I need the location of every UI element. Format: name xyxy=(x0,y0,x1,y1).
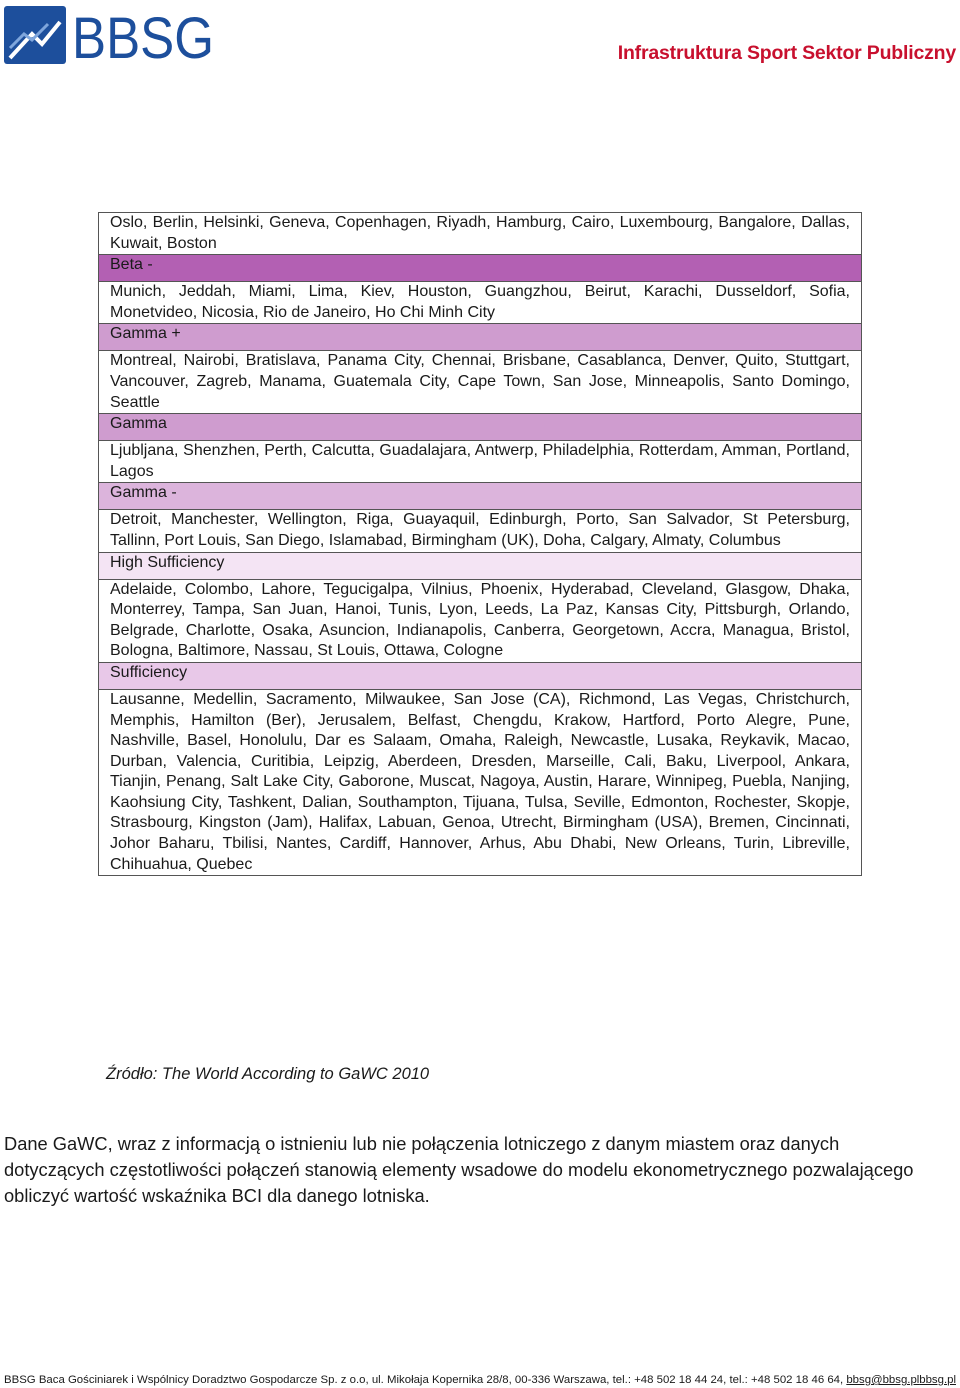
cities-list: Montreal, Nairobi, Bratislava, Panama City, Chennai, Brisbane, Casablanca, Denver, Quito, Stuttgart, Vancouver, Zagreb, Manama, Guatemala City, Cape Town, San Jose, Minneapolis, Santo Domingo, Seattle xyxy=(99,351,862,414)
cities-row xyxy=(99,282,862,324)
cities-row xyxy=(99,351,862,414)
cities-list: Munich, Jeddah, Miami, Lima, Kiev, Houston, Guangzhou, Beirut, Karachi, Dusseldorf, Sofia, Monetvideo, Nicosia, Rio de Janeiro, Ho Chi Minh City xyxy=(99,282,862,324)
logo-mark-icon xyxy=(4,6,66,64)
footer-company: BBSG Baca Gościniarek i Wspólnicy Doradztwo Gospodarcze Sp. z o.o, ul. Mikołaja Kopernika 28/8, 00-336 Warszawa, tel.: +48 502 18 44 24, tel.: +48 502 18 46 64, xyxy=(4,1374,847,1386)
cities-row xyxy=(99,689,862,875)
header-tagline: Infrastruktura Sport Sektor Publiczny xyxy=(617,42,956,64)
category-label: Gamma - xyxy=(99,483,862,510)
category-row xyxy=(99,255,862,282)
category-row xyxy=(99,324,862,351)
category-label: Beta - xyxy=(99,255,862,282)
body-paragraph: Dane GaWC, wraz z informacją o istnieniu lub nie połączenia lotniczego z danym miastem oraz danych dotyczących częstotliwości połączeń stanowią elementy wsadowe do modelu ekonometrycznego pozwalającego obliczyć wartość wskaźnika BCI dla danego lotniska. xyxy=(4,1133,914,1206)
bbsg-logo xyxy=(2,4,217,71)
cities-row xyxy=(99,579,862,662)
cities-list: Oslo, Berlin, Helsinki, Geneva, Copenhagen, Riyadh, Hamburg, Cairo, Luxembourg, Bangalore, Dallas, Kuwait, Boston xyxy=(99,213,862,255)
cities-list: Ljubljana, Shenzhen, Perth, Calcutta, Guadalajara, Antwerp, Philadelphia, Rotterdam, Amman, Portland, Lagos xyxy=(99,441,862,483)
category-label: High Sufficiency xyxy=(99,552,862,579)
gawc-cities-table xyxy=(98,212,862,876)
cities-row xyxy=(99,213,862,255)
footer-email-link[interactable]: bbsg@bbsg.pl xyxy=(846,1374,920,1386)
category-row xyxy=(99,483,862,510)
category-row xyxy=(99,662,862,689)
cities-row xyxy=(99,441,862,483)
category-label: Gamma xyxy=(99,414,862,441)
category-label: Sufficiency xyxy=(99,662,862,689)
logo-text: BBSG xyxy=(72,6,214,71)
page-footer xyxy=(4,1374,956,1386)
category-row xyxy=(99,414,862,441)
cities-list: Detroit, Manchester, Wellington, Riga, Guayaquil, Edinburgh, Porto, San Salvador, St Petersburg, Tallinn, Port Louis, San Diego, Islamabad, Birmingham (UK), Doha, Calgary, Almaty, Columbus xyxy=(99,510,862,552)
cities-list: Lausanne, Medellin, Sacramento, Milwaukee, San Jose (CA), Richmond, Las Vegas, Christchurch, Memphis, Hamilton (Ber), Jerusalem, Belfast, Chengdu, Krakow, Hartford, Porto Alegre, Pune, Nashville, Basel, Honolulu, Dar es Salaam, Omaha, Raleigh, Newcastle, Lusaka, Reykavik, Macao, Durban, Valencia, Curitibia, Leipzig, Aberdeen, Dresden, Marseille, Cali, Baku, Liverpool, Ankara, Tianjin, Penang, Salt Lake City, Gaborone, Muscat, Nagoya, Austin, Harare, Winnipeg, Puebla, Nanjing, Kaohsiung City, Tashkent, Dalian, Southampton, Tijuana, Tulsa, Seville, Edmonton, Rochester, Skopje, Strasbourg, Kingston (Jam), Halifax, Labuan, Genoa, Utrecht, Birmingham (USA), Bremen, Cincinnati, Johor Baharu, Tbilisi, Nantes, Cardiff, Hannover, Arhus, Abu Dhabi, New Orleans, Turin, Libreville, Chihuahua, Quebec xyxy=(99,689,862,875)
cities-row xyxy=(99,510,862,552)
category-label: Gamma + xyxy=(99,324,862,351)
category-row xyxy=(99,552,862,579)
footer-site-link[interactable]: bbsg.pl xyxy=(919,1374,956,1386)
source-note: Źródło: The World According to GaWC 2010 xyxy=(106,1065,430,1083)
cities-list: Adelaide, Colombo, Lahore, Tegucigalpa, Vilnius, Phoenix, Hyderabad, Cleveland, Glasgow, Dhaka, Monterrey, Tampa, San Juan, Hanoi, Tunis, Lyon, Leeds, La Paz, Kansas City, Pittsburgh, Orlando, Belgrade, Charlotte, Osaka, Asuncion, Indianapolis, Canberra, Georgetown, Accra, Managua, Bristol, Bologna, Baltimore, Nassau, St Louis, Ottawa, Cologne xyxy=(99,579,862,662)
